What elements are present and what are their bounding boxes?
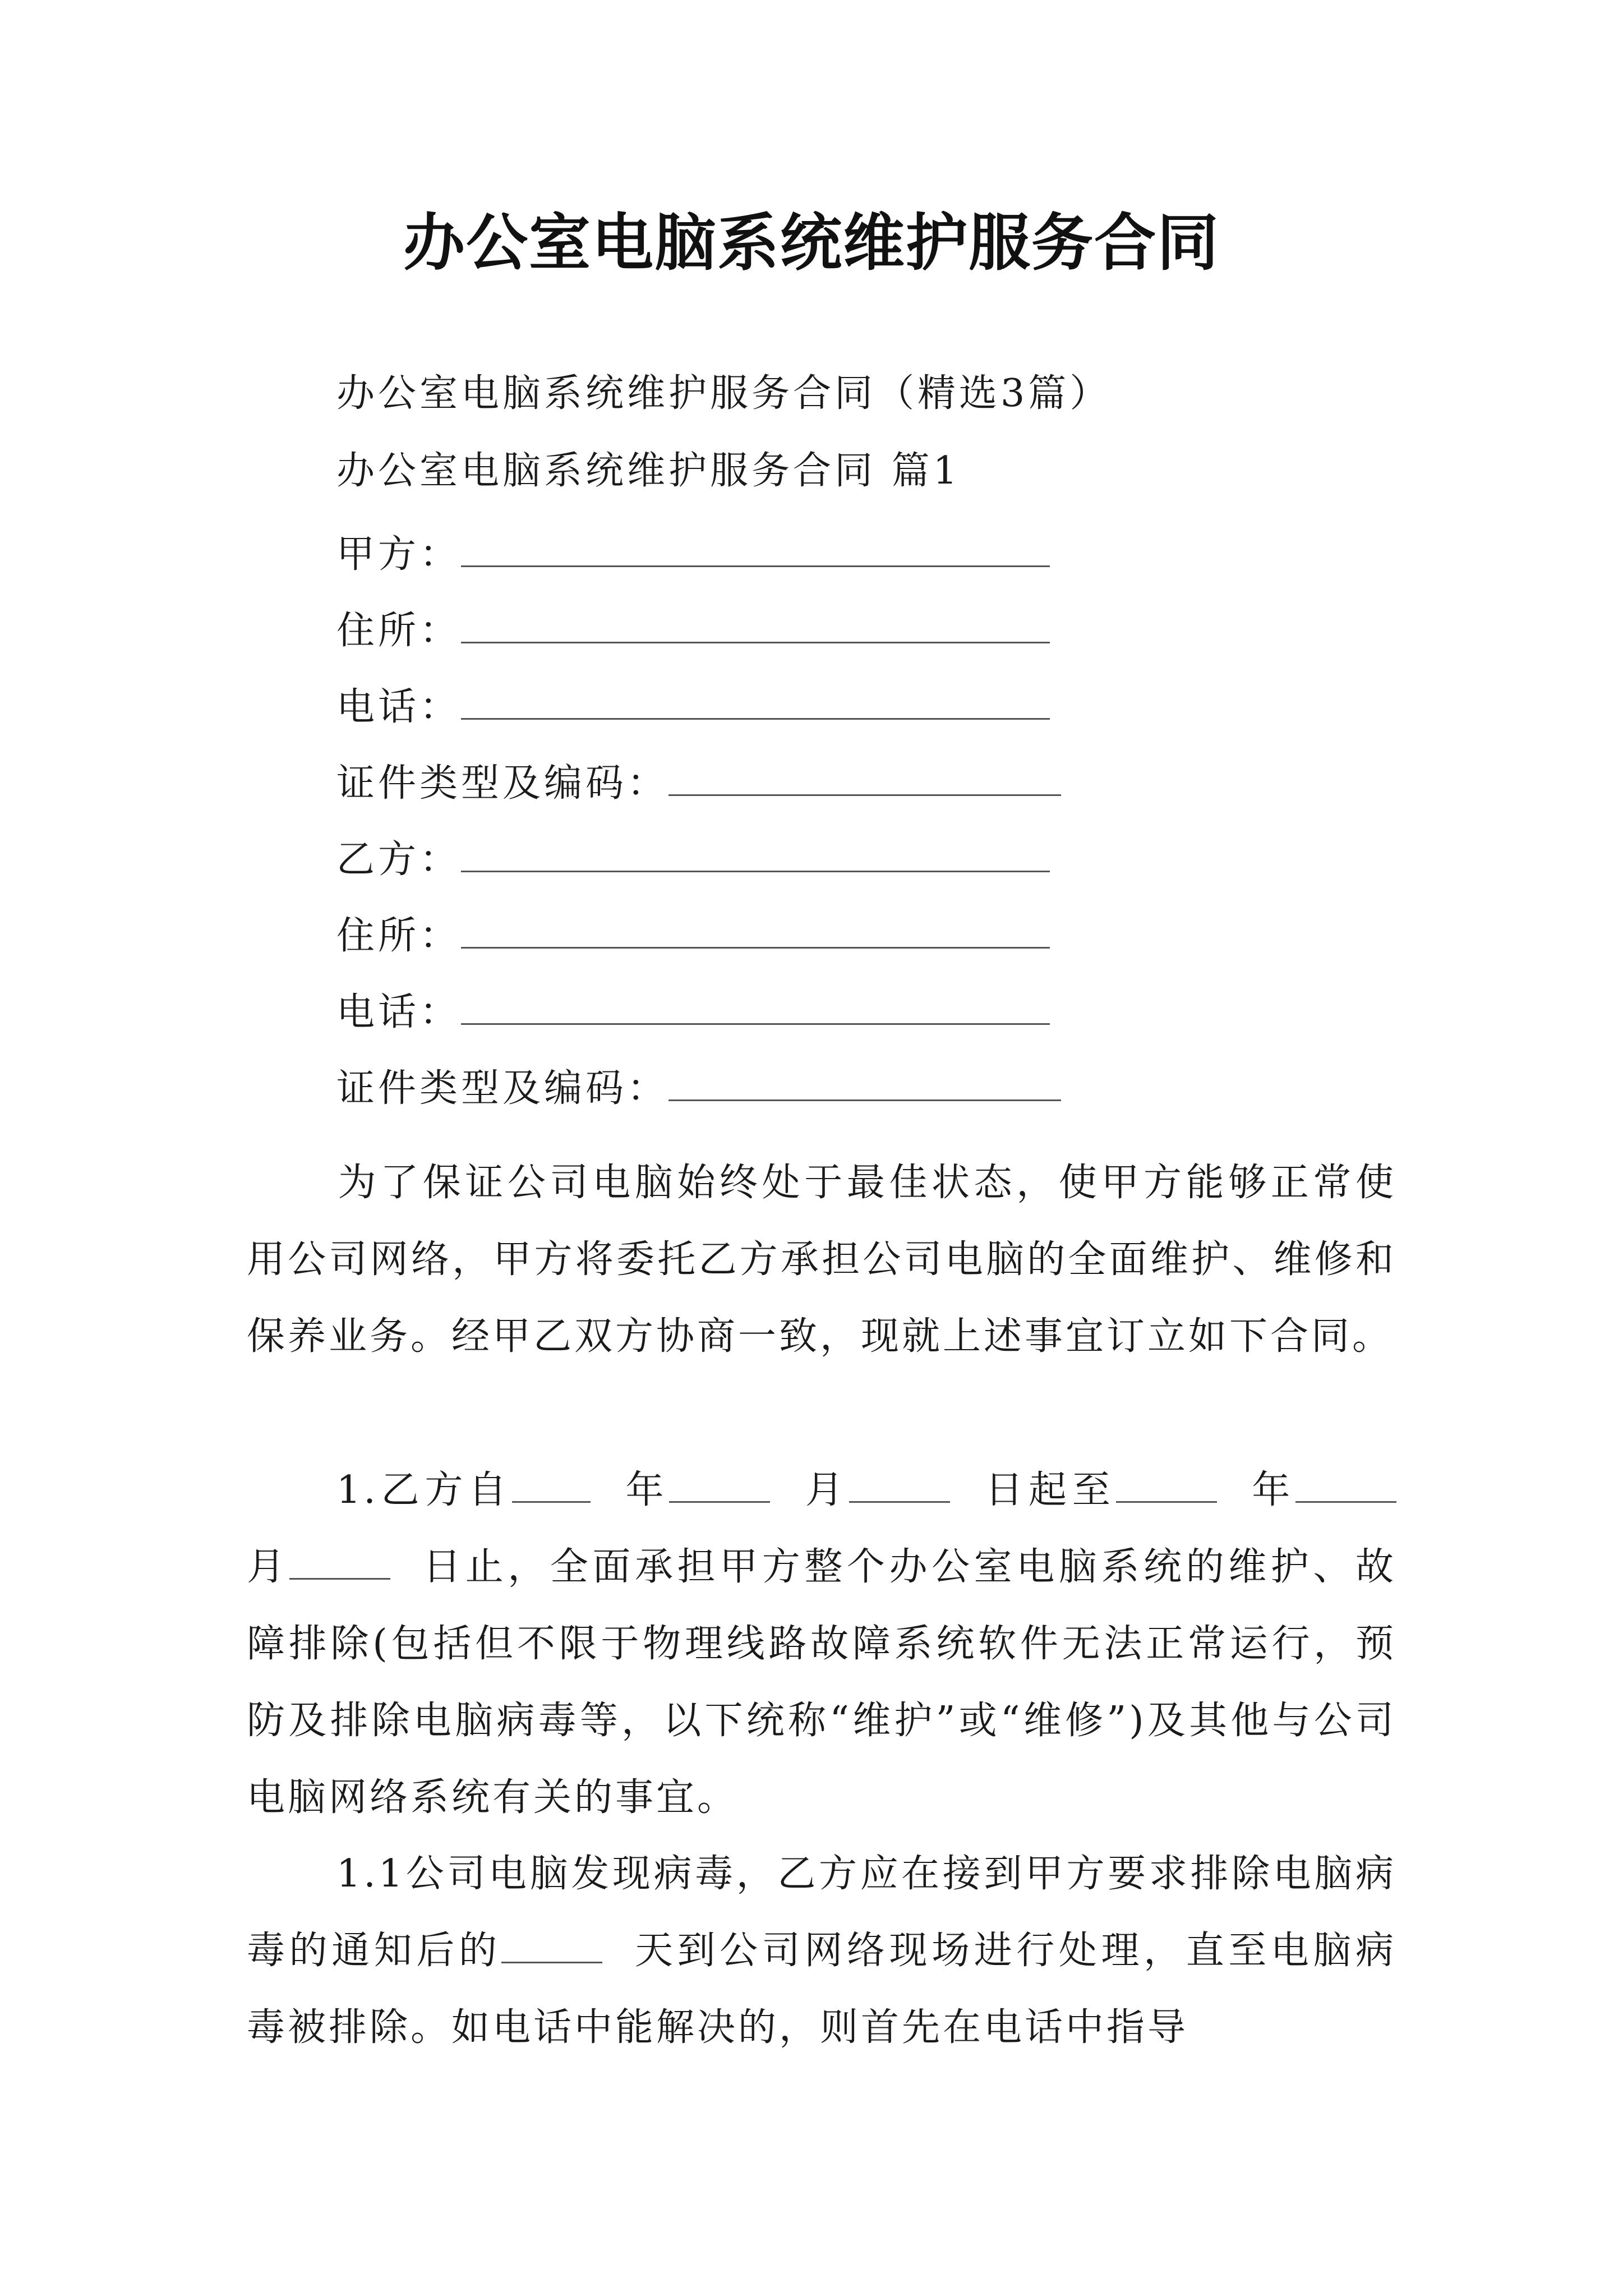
intro-text: 为了保证公司电脑始终处于最佳状态，使甲方能够正常使用公司网络，甲方将委托乙方承担公司电脑的全面维护、维修和保养业务。经甲乙双方协商一致，现就上述事宜订立如下合同。 xyxy=(247,1161,1396,1359)
clause-1-text-c: 月 xyxy=(805,1468,849,1512)
party-b-id-field[interactable] xyxy=(668,1061,1061,1101)
party-a-id-label: 证件类型及编码： xyxy=(336,761,669,806)
party-b-id-label: 证件类型及编码： xyxy=(336,1066,669,1111)
party-a-name-label: 甲方： xyxy=(336,532,462,577)
intro-paragraph xyxy=(247,1144,1396,1375)
party-a-phone-row xyxy=(336,680,1050,729)
clause-1-1-text-a: 1.1公司电脑发现病毒，乙方应在接到甲方要求排除电脑病毒的通知后的 xyxy=(247,1852,1396,1973)
party-a-phone-field[interactable] xyxy=(461,680,1050,720)
party-a-address-row xyxy=(336,604,1050,653)
clause-1-text-b: 年 xyxy=(625,1468,670,1512)
party-b-address-label: 住所： xyxy=(336,914,462,958)
party-b-phone-label: 电话： xyxy=(336,990,462,1034)
party-a-phone-label: 电话： xyxy=(336,685,462,729)
party-b-address-row xyxy=(336,909,1050,958)
response-days-blank[interactable] xyxy=(501,1928,602,1963)
party-a-id-row xyxy=(336,756,1061,806)
start-year-blank[interactable] xyxy=(512,1467,591,1503)
party-a-name-field[interactable] xyxy=(461,527,1050,567)
party-b-phone-row xyxy=(336,985,1050,1032)
end-day-blank[interactable] xyxy=(289,1544,390,1580)
clause-1-paragraph xyxy=(247,1452,1396,1836)
end-year-blank[interactable] xyxy=(1116,1467,1217,1503)
party-a-id-field[interactable] xyxy=(668,756,1061,796)
party-b-name-field[interactable] xyxy=(461,832,1050,872)
document-subtitle: 办公室电脑系统维护服务合同（精选3篇） xyxy=(336,371,1112,416)
document-title: 办公室电脑系统维护服务合同 xyxy=(403,207,1220,279)
start-month-blank[interactable] xyxy=(669,1467,770,1503)
clause-1-text-e: 年 xyxy=(1252,1468,1295,1512)
clause-1-text-g: 日止，全面承担甲方整个办公室电脑系统的维护、故障排除(包括但不限于物理线路故障系统软件无法正常运行，预防及排除电脑病毒等，以下统称“维护”或“维修”)及其他与公司电脑网络系统有关的事宜。 xyxy=(247,1545,1396,1820)
party-a-address-field[interactable] xyxy=(461,604,1050,643)
clause-1-text-d: 日起至 xyxy=(985,1468,1116,1512)
clause-1-text-f: 月 xyxy=(247,1545,289,1589)
party-b-id-row xyxy=(336,1061,1061,1111)
end-month-blank[interactable] xyxy=(1295,1467,1396,1503)
clause-1-1-text-b: 天到公司网络现场进行处理，直至电脑病毒被排除。如电话中能解决的，则首先在电话中指导 xyxy=(247,1929,1396,2050)
clause-1-1-paragraph xyxy=(247,1835,1396,2066)
party-a-name-row xyxy=(336,527,1050,577)
party-b-name-label: 乙方： xyxy=(336,838,462,882)
clause-1-text-a: 1.乙方自 xyxy=(336,1468,512,1512)
section-heading: 办公室电脑系统维护服务合同 篇1 xyxy=(336,449,961,493)
party-b-phone-field[interactable] xyxy=(461,985,1050,1025)
party-b-name-row xyxy=(336,832,1050,882)
party-a-address-label: 住所： xyxy=(336,609,462,653)
party-b-address-field[interactable] xyxy=(461,909,1050,949)
start-day-blank[interactable] xyxy=(849,1467,950,1503)
